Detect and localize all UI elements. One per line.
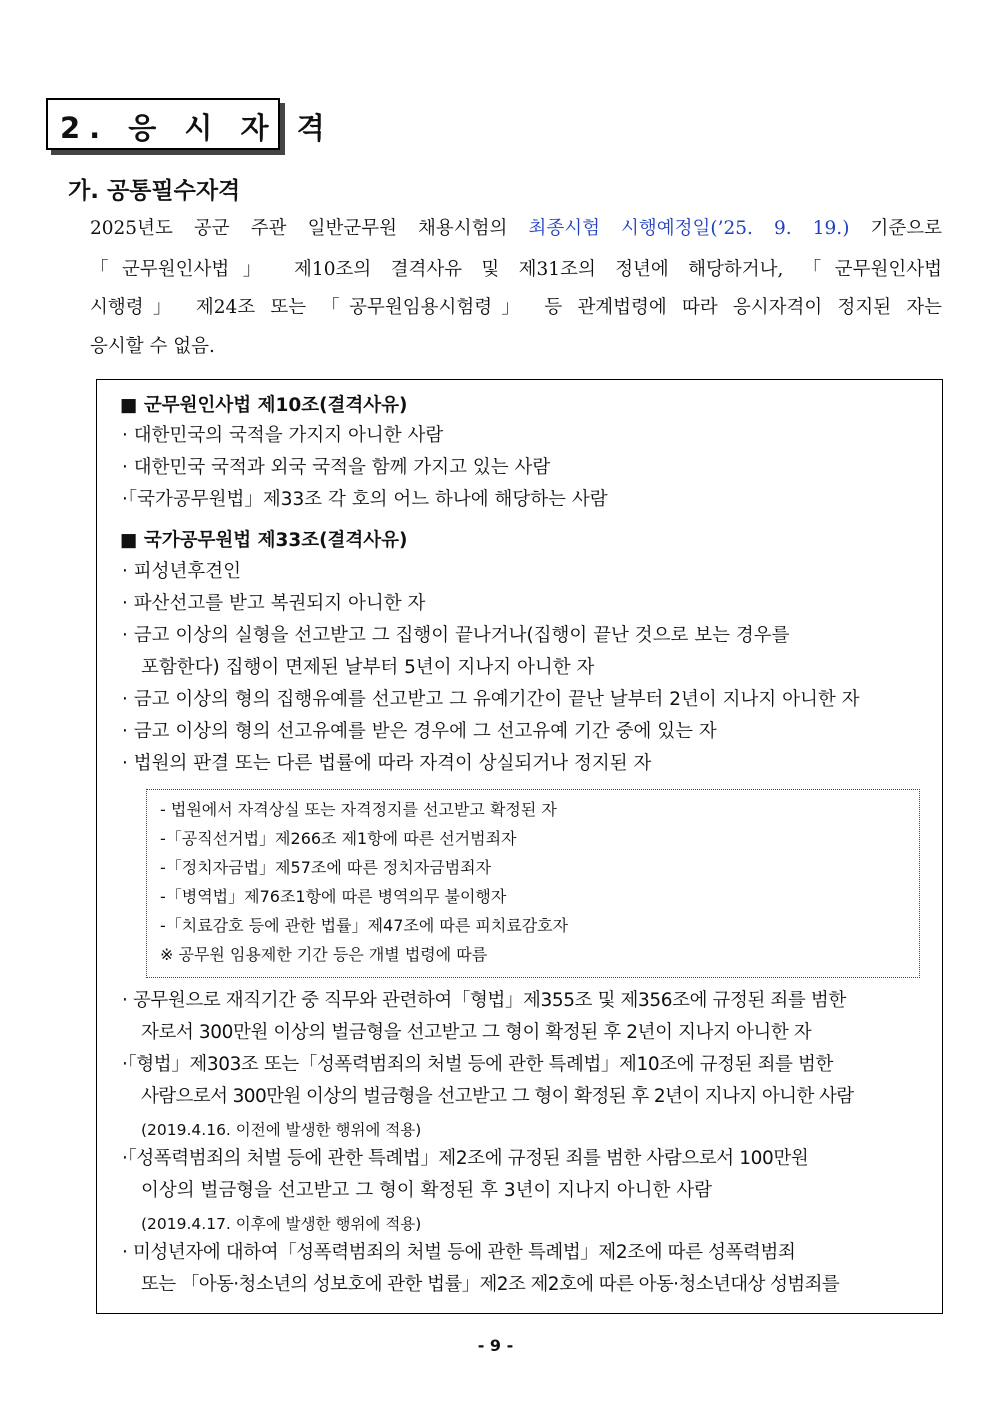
- inner-item: -「정치자금법」제57조에 따른 정치자금범죄자: [160, 858, 492, 877]
- list-item-continued: 사람으로서 300만원 이상의 벌금형을 선고받고 그 형이 확정된 후 2년이 지나지 아니한 사람: [141, 1086, 854, 1107]
- box-heading-2: ■ 국가공무원법 제33조(결격사유): [120, 530, 408, 551]
- page-number: - 9 -: [477, 1336, 514, 1355]
- list-item: · 대한민국 국적과 외국 국적을 함께 가지고 있는 사람: [122, 457, 551, 478]
- list-item: · 미성년자에 대하여「성폭력범죄의 처벌 등에 관한 특례법」제2조에 따른 성폭력범죄: [122, 1242, 796, 1263]
- inner-item: -「치료감호 등에 관한 법률」제47조에 따른 피치료감호자: [160, 916, 569, 935]
- intro-line-1-a: 2025년도 공군 주관 일반군무원 채용시험의: [90, 218, 508, 239]
- intro-line-3: 시행령」 제24조 또는 「공무원임용시험령」 등 관계법령에 따라 응시자격이 정지된 자는: [90, 297, 942, 318]
- list-item-continued: 포함한다) 집행이 면제된 날부터 5년이 지나지 아니한 자: [141, 657, 595, 678]
- list-item: ·「성폭력범죄의 처벌 등에 관한 특례법」제2조에 규정된 죄를 범한 사람으로서 100만원: [122, 1148, 809, 1169]
- intro-line-1: [90, 217, 942, 241]
- list-item-continued: 자로서 300만원 이상의 벌금형을 선고받고 그 형이 확정된 후 2년이 지나지 아니한 자: [141, 1022, 812, 1043]
- list-item: · 대한민국의 국적을 가지지 아니한 사람: [122, 425, 444, 446]
- inner-item: -「공직선거법」제266조 제1항에 따른 선거범죄자: [160, 829, 517, 848]
- list-item: · 공무원으로 재직기간 중 직무와 관련하여「형법」제355조 및 제356조에 규정된 죄를 범한: [122, 990, 846, 1011]
- list-note: (2019.4.16. 이전에 발생한 행위에 적용): [141, 1121, 422, 1139]
- list-item: · 금고 이상의 실형을 선고받고 그 집행이 끝나거나(집행이 끝난 것으로 보는 경우를: [122, 625, 790, 646]
- list-item: · 피성년후견인: [122, 561, 241, 582]
- list-item: ·「국가공무원법」제33조 각 호의 어느 하나에 해당하는 사람: [122, 489, 608, 510]
- list-note: (2019.4.17. 이후에 발생한 행위에 적용): [141, 1215, 422, 1233]
- inner-item: -「병역법」제76조1항에 따른 병역의무 불이행자: [160, 887, 507, 906]
- intro-line-2: 「군무원인사법」 제10조의 결격사유 및 제31조의 정년에 해당하거나, 「군무원인사법: [90, 259, 942, 280]
- intro-line-4: 응시할 수 없음.: [90, 336, 215, 357]
- subsection-title: 가. 공통필수자격: [68, 178, 241, 204]
- list-item-continued: 이상의 벌금형을 선고받고 그 형이 확정된 후 3년이 지나지 아니한 사람: [141, 1180, 712, 1201]
- list-item: · 금고 이상의 형의 집행유예를 선고받고 그 유예기간이 끝난 날부터 2년이 지나지 아니한 자: [122, 689, 860, 710]
- list-item: · 법원의 판결 또는 다른 법률에 따라 자격이 상실되거나 정지된 자: [122, 753, 652, 774]
- section-title: 2. 응 시 자 격: [60, 111, 334, 145]
- intro-highlight-date: 최종시험 시행예정일(’25. 9. 19.): [528, 218, 850, 239]
- list-item: · 파산선고를 받고 복권되지 아니한 자: [122, 593, 426, 614]
- section-heading-box: [46, 98, 334, 150]
- list-item: ·「형법」제303조 또는「성폭력범죄의 처벌 등에 관한 특례법」제10조에 규정된 죄를 범한: [122, 1054, 833, 1075]
- list-item: · 금고 이상의 형의 선고유예를 받은 경우에 그 선고유예 기간 중에 있는 자: [122, 721, 717, 742]
- inner-item: - 법원에서 자격상실 또는 자격정지를 선고받고 확정된 자: [160, 800, 557, 819]
- box-heading-1: ■ 군무원인사법 제10조(결격사유): [120, 395, 408, 416]
- list-item-continued: 또는 「아동·청소년의 성보호에 관한 법률」제2조 제2호에 따른 아동·청소년대상 성범죄를: [141, 1274, 840, 1295]
- inner-note: ※ 공무원 임용제한 기간 등은 개별 법령에 따름: [160, 945, 488, 964]
- intro-line-1-b: 기준으로: [870, 218, 942, 239]
